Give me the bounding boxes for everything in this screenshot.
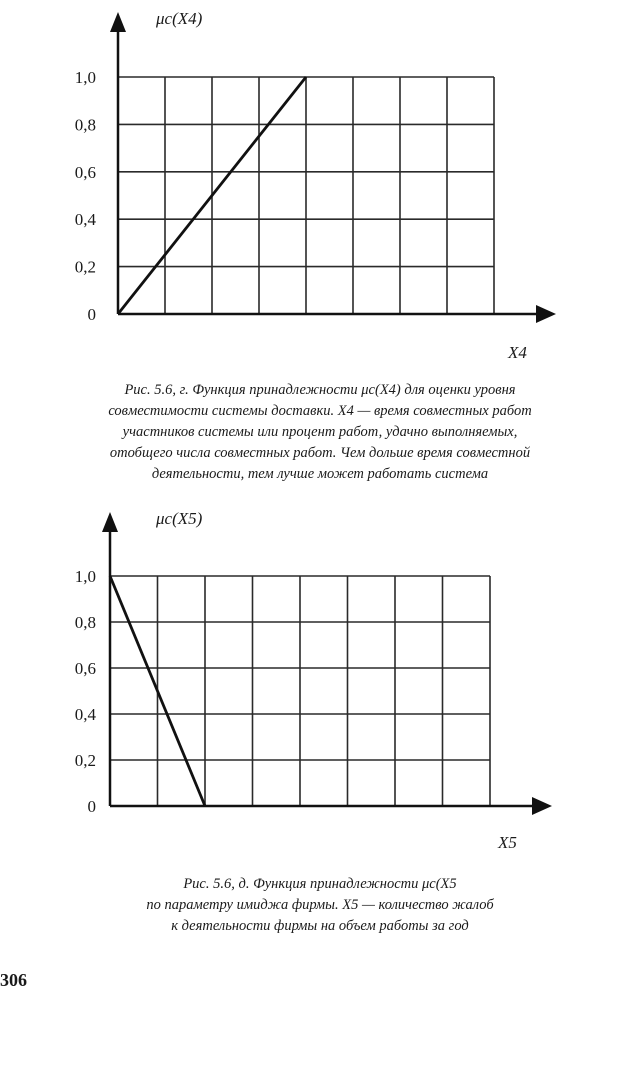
y-axis-arrow [110,12,126,32]
chart-2-y-axis-title: μc(X5) [156,509,203,528]
chart-2-x-axis-title: X5 [498,833,517,852]
chart-2-caption-line: по параметру имиджа фирмы. X5 — количество жалоб [146,897,494,913]
chart-1 [0,0,641,370]
y-tick-label: 0,4 [74,705,96,724]
chart-2 [0,500,641,870]
chart-1-y-axis-title: μc(X4) [156,9,203,28]
chart-1-x-axis-title: X4 [508,343,527,362]
y-tick-label: 0,2 [74,751,96,770]
chart-1-axes [110,12,556,323]
chart-1-caption-line: Рис. 5.6, г. Функция принадлежности μс(X4) для оценки уровня [124,382,516,398]
y-tick-label: 1,0 [74,567,96,586]
chart-1-caption-line: отобщего числа совместных работ. Чем дольше время совместной [109,445,531,461]
x-axis-arrow [536,305,556,323]
y-tick-label: 0 [87,797,96,816]
y-tick-label: 0,4 [74,210,96,230]
y-tick-label: 1,0 [74,68,96,87]
y-tick-label: 0,6 [74,162,96,182]
y-tick-label: 0,6 [74,659,96,678]
chart-2-caption-line: к деятельности фирмы на объем работы за год [171,918,469,934]
x-axis-arrow [532,797,552,815]
chart-2-ticks [75,567,97,816]
chart-1-grid [118,77,494,314]
page-number: 306 [0,970,27,990]
y-tick-label: 0 [87,305,96,324]
chart-1-caption-line: деятельности, тем лучше может работать система [151,466,489,482]
y-tick-label: 0,8 [74,613,96,632]
chart-2-caption-line: Рис. 5.6, д. Функция принадлежности μc(X5 [183,876,457,892]
chart-1-ticks [75,68,97,324]
chart-2-axes [102,512,552,815]
chart-1-caption [20,380,620,485]
y-tick-label: 0,2 [74,257,96,277]
y-tick-label: 0,8 [74,115,96,135]
chart-2-caption [20,874,620,937]
chart-1-caption-line: участников системы или процент работ, удачно выполняемых, [122,424,518,440]
chart-1-caption-line: совместимости системы доставки. X4 — время совместных работ [108,403,532,419]
chart-2-grid [110,576,490,806]
y-axis-arrow [102,512,118,532]
